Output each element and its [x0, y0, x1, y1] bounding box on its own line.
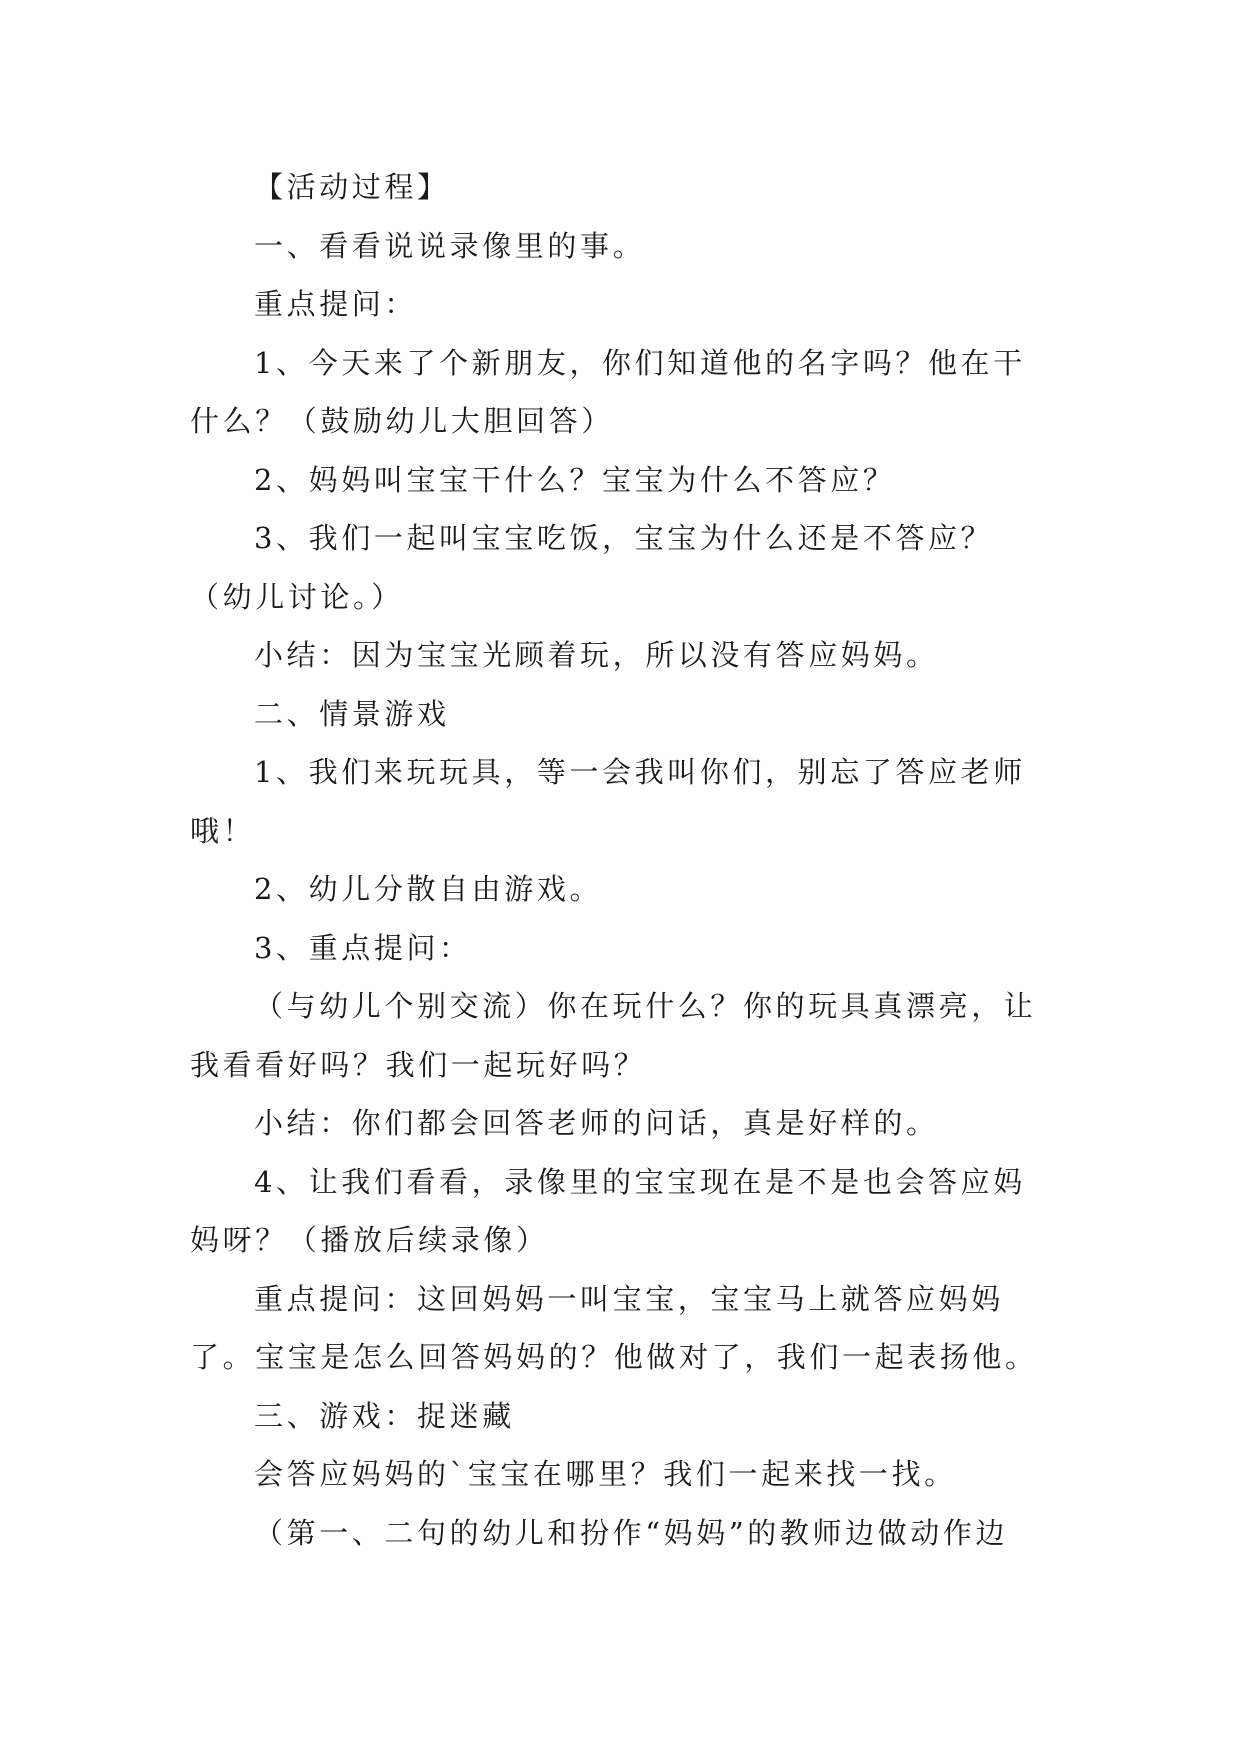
- summary-2: 小结：你们都会回答老师的问话，真是好样的。: [254, 1106, 939, 1140]
- section-three-title: 三、游戏：捉迷藏: [254, 1398, 515, 1433]
- question-item-3: 3、我们一起叫宝宝吃饭，宝宝为什么还是不答应？（幼儿讨论。）: [190, 521, 994, 614]
- hide-and-seek-intro: 会答应妈妈的`宝宝在哪里？我们一起来找一找。: [254, 1457, 957, 1491]
- game-step-2: 2、幼儿分散自由游戏。: [254, 872, 603, 906]
- question-item-2: 2、妈妈叫宝宝干什么？宝宝为什么不答应？: [254, 462, 896, 497]
- summary-1: 小结：因为宝宝光顾着玩，所以没有答应妈妈。: [254, 638, 939, 672]
- question-item-1: 1、今天来了个新朋友，你们知道他的名字吗？他在干什么？（鼓励幼儿大胆回答）: [190, 345, 1026, 438]
- section-heading-activity-process: 【活动过程】: [254, 170, 450, 204]
- game-step-4: 4、让我们看看，录像里的宝宝现在是不是也会答应妈妈呀？（播放后续录像）: [190, 1164, 1026, 1257]
- game-step-3: 3、重点提问：: [254, 930, 472, 965]
- document-body: [190, 158, 1052, 1562]
- key-question-followup: 重点提问：这回妈妈一叫宝宝，宝宝马上就答应妈妈了。宝宝是怎么回答妈妈的？他做对了，我们一起表扬他。: [190, 1281, 1038, 1374]
- individual-exchange: （与幼儿个别交流）你在玩什么？你的玩具真漂亮，让我看看好吗？我们一起玩好吗？: [190, 989, 1037, 1082]
- section-two-title: 二、情景游戏: [254, 696, 450, 731]
- instruction-note: （第一、二句的幼儿和扮作“妈妈”的教师边做动作边: [254, 1515, 1009, 1550]
- key-question-label: 重点提问：: [254, 287, 418, 321]
- section-one-title: 一、看看说说录像里的事。: [254, 228, 646, 263]
- game-step-1: 1、我们来玩玩具，等一会我叫你们，别忘了答应老师哦！: [190, 755, 1026, 848]
